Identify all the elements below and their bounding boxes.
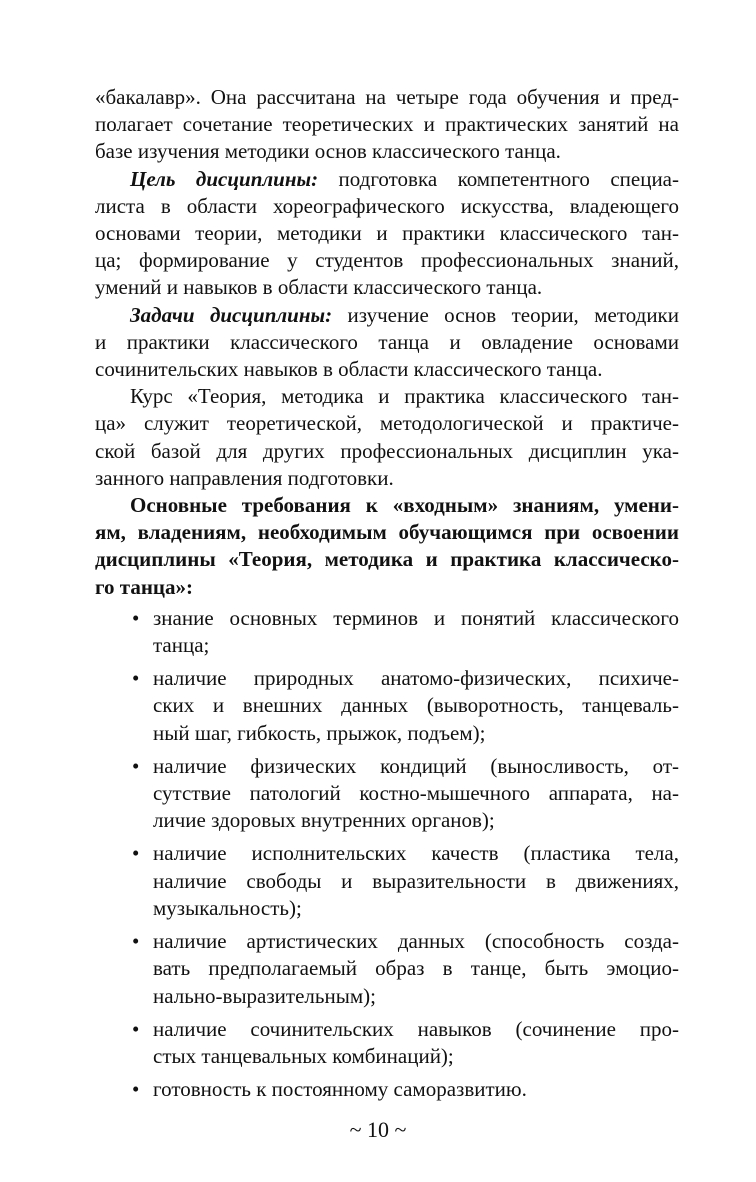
text-line: сутствие патологий костно-мышечного аппарата, на- [153,781,679,806]
text-line: наличие исполнительских качеств (пластика тела, [153,841,679,866]
text-line: стых танцевальных комбинаций); [153,1043,454,1068]
text-line: наличие свободы и выразительности в движениях, [153,868,679,893]
text-line: листа в области хореографического искусства, владеющего [95,193,679,218]
bullet-icon: • [132,605,140,630]
text-line: нально-выразительным); [153,983,376,1008]
text-line: ской базой для других профессиональных дисциплин ука- [95,438,679,463]
text-line: «бакалавр». Она рассчитана на четыре года обучения и пред- [95,85,679,109]
goal-label: Цель дисциплины: [130,166,319,191]
text-line [95,166,679,193]
bullet-icon: • [132,841,140,866]
text-line: ских и внешних данных (выворотность, танцеваль- [153,693,679,718]
intro-paragraph [95,84,679,166]
goal-text: подготовка компетентного специа- [318,166,679,191]
text-line: знание основных терминов и понятий классического [153,605,679,630]
text-line: наличие природных анатомо-физических, психиче- [153,666,679,691]
list-item [95,1016,679,1070]
tasks-text: изучение основ теории, методики [332,302,679,327]
goal-paragraph [95,166,679,302]
text-line: музыкальность); [153,895,302,920]
bullet-icon: • [132,1016,140,1041]
course-paragraph [95,383,679,492]
requirements-list [95,605,679,1103]
text-line: Основные требования к «входным» знаниям, умени- [130,493,679,518]
list-item [95,928,679,1010]
list-item [95,665,679,747]
text-line: базе изучения методики основ классического танца. [95,139,561,164]
list-item [95,753,679,835]
list-item [95,840,679,922]
text-line: умений и навыков в области классического танца. [95,275,543,300]
list-item [95,1076,679,1103]
text-line: и практики классического танца и овладение основами [95,329,679,354]
requirements-heading [95,492,679,601]
tasks-label: Задачи дисциплины: [130,302,333,327]
tasks-paragraph [95,302,679,384]
list-item [95,605,679,659]
page-number: ~ 10 ~ [349,1117,407,1142]
bullet-icon: • [132,1077,140,1102]
text-line [95,302,679,329]
text-line: полагает сочетание теоретических и практических занятий на [95,112,679,137]
text-line: Курс «Теория, методика и практика классического тан- [130,384,679,409]
text-line: наличие сочинительских навыков (сочинение про- [153,1016,679,1041]
text-line: занного направления подготовки. [95,465,394,490]
text-line: сочинительских навыков в области классического танца. [95,357,603,382]
bullet-icon: • [132,666,140,691]
text-line: ца; формирование у студентов профессиональных знаний, [95,248,679,273]
bullet-icon: • [132,753,140,778]
text-line: наличие физических кондиций (выносливость, от- [153,753,679,778]
text-line: танца; [153,633,210,658]
page-body [95,84,679,1109]
text-line: наличие артистических данных (способность созда- [153,929,679,954]
text-line: вать предполагаемый образ в танце, быть эмоцио- [153,956,679,981]
text-line: личие здоровых внутренних органов); [153,808,495,833]
text-line: ям, владениям, необходимым обучающимся при освоении [95,520,679,545]
bullet-icon: • [132,929,140,954]
text-line: дисциплины «Теория, методика и практика классическо- [95,547,679,572]
text-line: го танца»: [95,574,194,599]
text-line: ный шаг, гибкость, прыжок, подъем); [153,720,486,745]
text-line: ца» служит теоретической, методологической и практиче- [95,411,679,436]
text-line: основами теории, методики и практики классического тан- [95,221,679,246]
text-line: готовность к постоянному саморазвитию. [153,1077,527,1102]
